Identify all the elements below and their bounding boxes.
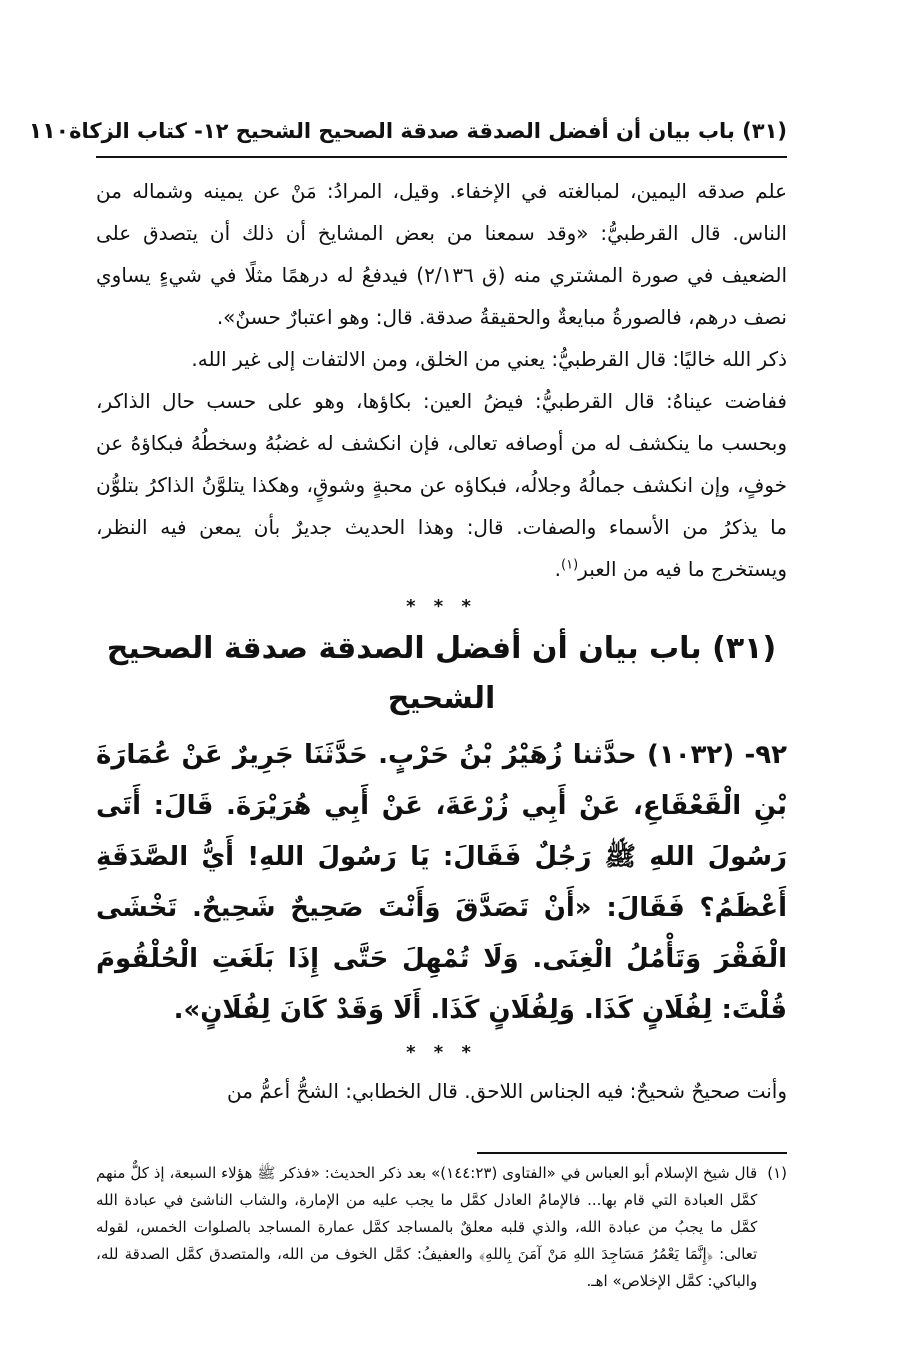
footnote-text: قال شيخ الإسلام أبو العباس في «الفتاوى (١٤٤:٢٣)» بعد ذكر الحديث: «فذكر ﷺ هؤلاء السبعة، إذ كلٌّ منهم كمَّل العبادة التي قام بها... فالإمامُ العادل كمَّل ما يجب عليه من الإمارة، والشاب الناشئ في عبادة الله كمَّل ما يجبُ من عبادة الله، والذي قلبه معلقٌ بالمساجد كمَّل عمارة المساجد بالصلوات الخمس، لقوله تعالى: ﴿إِنَّمَا يَعْمُرُ مَسَاجِدَ اللهِ مَنْ آمَنَ بِاللهِ﴾ والعفيفُ: كمَّل الخوف من الله، والمتصدق كمَّل الصدقة لله، والباكي: كمَّل الإخلاص» اهـ. bbox=[96, 1164, 758, 1290]
chapter-heading: (٣١) باب بيان أن أفضل الصدقة صدقة الصحيح الشحيح bbox=[106, 631, 777, 716]
footnote-number: (١) bbox=[767, 1164, 787, 1182]
section-divider: * * * bbox=[406, 596, 477, 617]
section-divider: * * * bbox=[406, 1042, 477, 1063]
footnote bbox=[96, 1160, 787, 1295]
paragraph-text: ففاضت عيناهُ: قال القرطبيُّ: فيضُ العين: بكاؤها، وهو على حسب حال الذاكر، وبحسب ما ينكشف له من أوصافه تعالى، فإن انكشف له غضبُهُ وسخطُهُ فبكاؤهُ عن خوفٍ، وإن انكشف جمالُهُ وجلالُه، فبكاؤه عن محبةٍ وشوقٍ، وهكذا يتلوَّنُ الذاكرُ بتلوُّن ما يذكرُ من الأسماء والصفات. قال: وهذا الحديث جديرٌ بأن يمعن فيه النظر، ويستخرج ما فيه من العبر bbox=[96, 389, 787, 581]
book-page bbox=[28, 115, 787, 1362]
commentary-text: وأنت صحيحٌ شحيحٌ: فيه الجناس اللاحق. قال الخطابي: الشحُّ أعمُّ من bbox=[227, 1079, 787, 1103]
hadith-text: حدَّثنا زُهَيْرُ بْنُ حَرْبٍ. حَدَّثَنَا جَرِيرٌ عَنْ عُمَارَةَ بْنِ الْقَعْقَاعِ، عَنْ أَبِي زُرْعَةَ، عَنْ أَبِي هُرَيْرَةَ. قَالَ: أَتَى رَسُولَ اللهِ ﷺ رَجُلٌ فَقَالَ: يَا رَسُولَ اللهِ! أَيُّ الصَّدَقَةِ أَعْظَمُ؟ فَقَالَ: «أَنْ تَصَدَّقَ وَأَنْتَ صَحِيحٌ شَحِيحٌ. تَخْشَى الْفَقْرَ وَتَأْمُلُ الْغِنَى. وَلَا تُمْهِلَ حَتَّى إِذَا بَلَغَتِ الْحُلْقُومَ قُلْتَ: لِفُلَانٍ كَذَا. وَلِفُلَانٍ كَذَا. أَلَا وَقَدْ كَانَ لِفُلَانٍ». bbox=[96, 740, 787, 1025]
header-title: (٣١) باب بيان أن أفضل الصدقة صدقة الصحيح الشحيح ١٢- كتاب الزكاة bbox=[69, 119, 787, 143]
page-number: ١١٠ bbox=[28, 119, 70, 144]
hadith-block bbox=[96, 730, 787, 1036]
paragraph: علم صدقه اليمين، لمبالغته في الإخفاء. وقيل، المرادُ: مَنْ عن يمينه وشماله من الناس. قال القرطبيُّ: «وقد سمعنا من بعض المشايخ أن ذلك أن يتصدق على الضعيف في صورة المشتري منه (ق ٢/١٣٦) فيدفعُ له درهمًا مثلًا في شيءٍ يساوي نصف درهم، فالصورةُ مبايعةٌ والحقيقةُ صدقة. قال: وهو اعتبارٌ حسنٌ». bbox=[96, 179, 787, 329]
footnote-separator bbox=[477, 1152, 787, 1154]
hadith-number: ٩٢- (١٠٣٢) bbox=[646, 740, 787, 770]
paragraph: ففاضت عيناهُ: قال القرطبيُّ: فيضُ العين: بكاؤها، وهو على حسب حال الذاكر، وبحسب ما ينكشف له من أوصافه تعالى، فإن انكشف له غضبُهُ وسخطُهُ فبكاؤهُ عن خوفٍ، وإن انكشف جمالُهُ وجلالُه، فبكاؤه عن محبةٍ وشوقٍ، وهكذا يتلوَّنُ الذاكرُ بتلوُّن ما يذكرُ من الأسماء والصفات. قال: وهذا الحديث جديرٌ بأن يمعن فيه النظر، ويستخرج ما فيه من العبر$^{(١)}$. bbox=[96, 389, 787, 581]
footnote-reference[interactable]: (١) bbox=[561, 557, 579, 573]
paragraph: ذكر الله خاليًا: قال القرطبيُّ: يعني من الخلق، ومن الالتفات إلى غير الله. bbox=[191, 347, 787, 371]
body-text bbox=[96, 170, 787, 590]
running-header bbox=[28, 115, 787, 158]
